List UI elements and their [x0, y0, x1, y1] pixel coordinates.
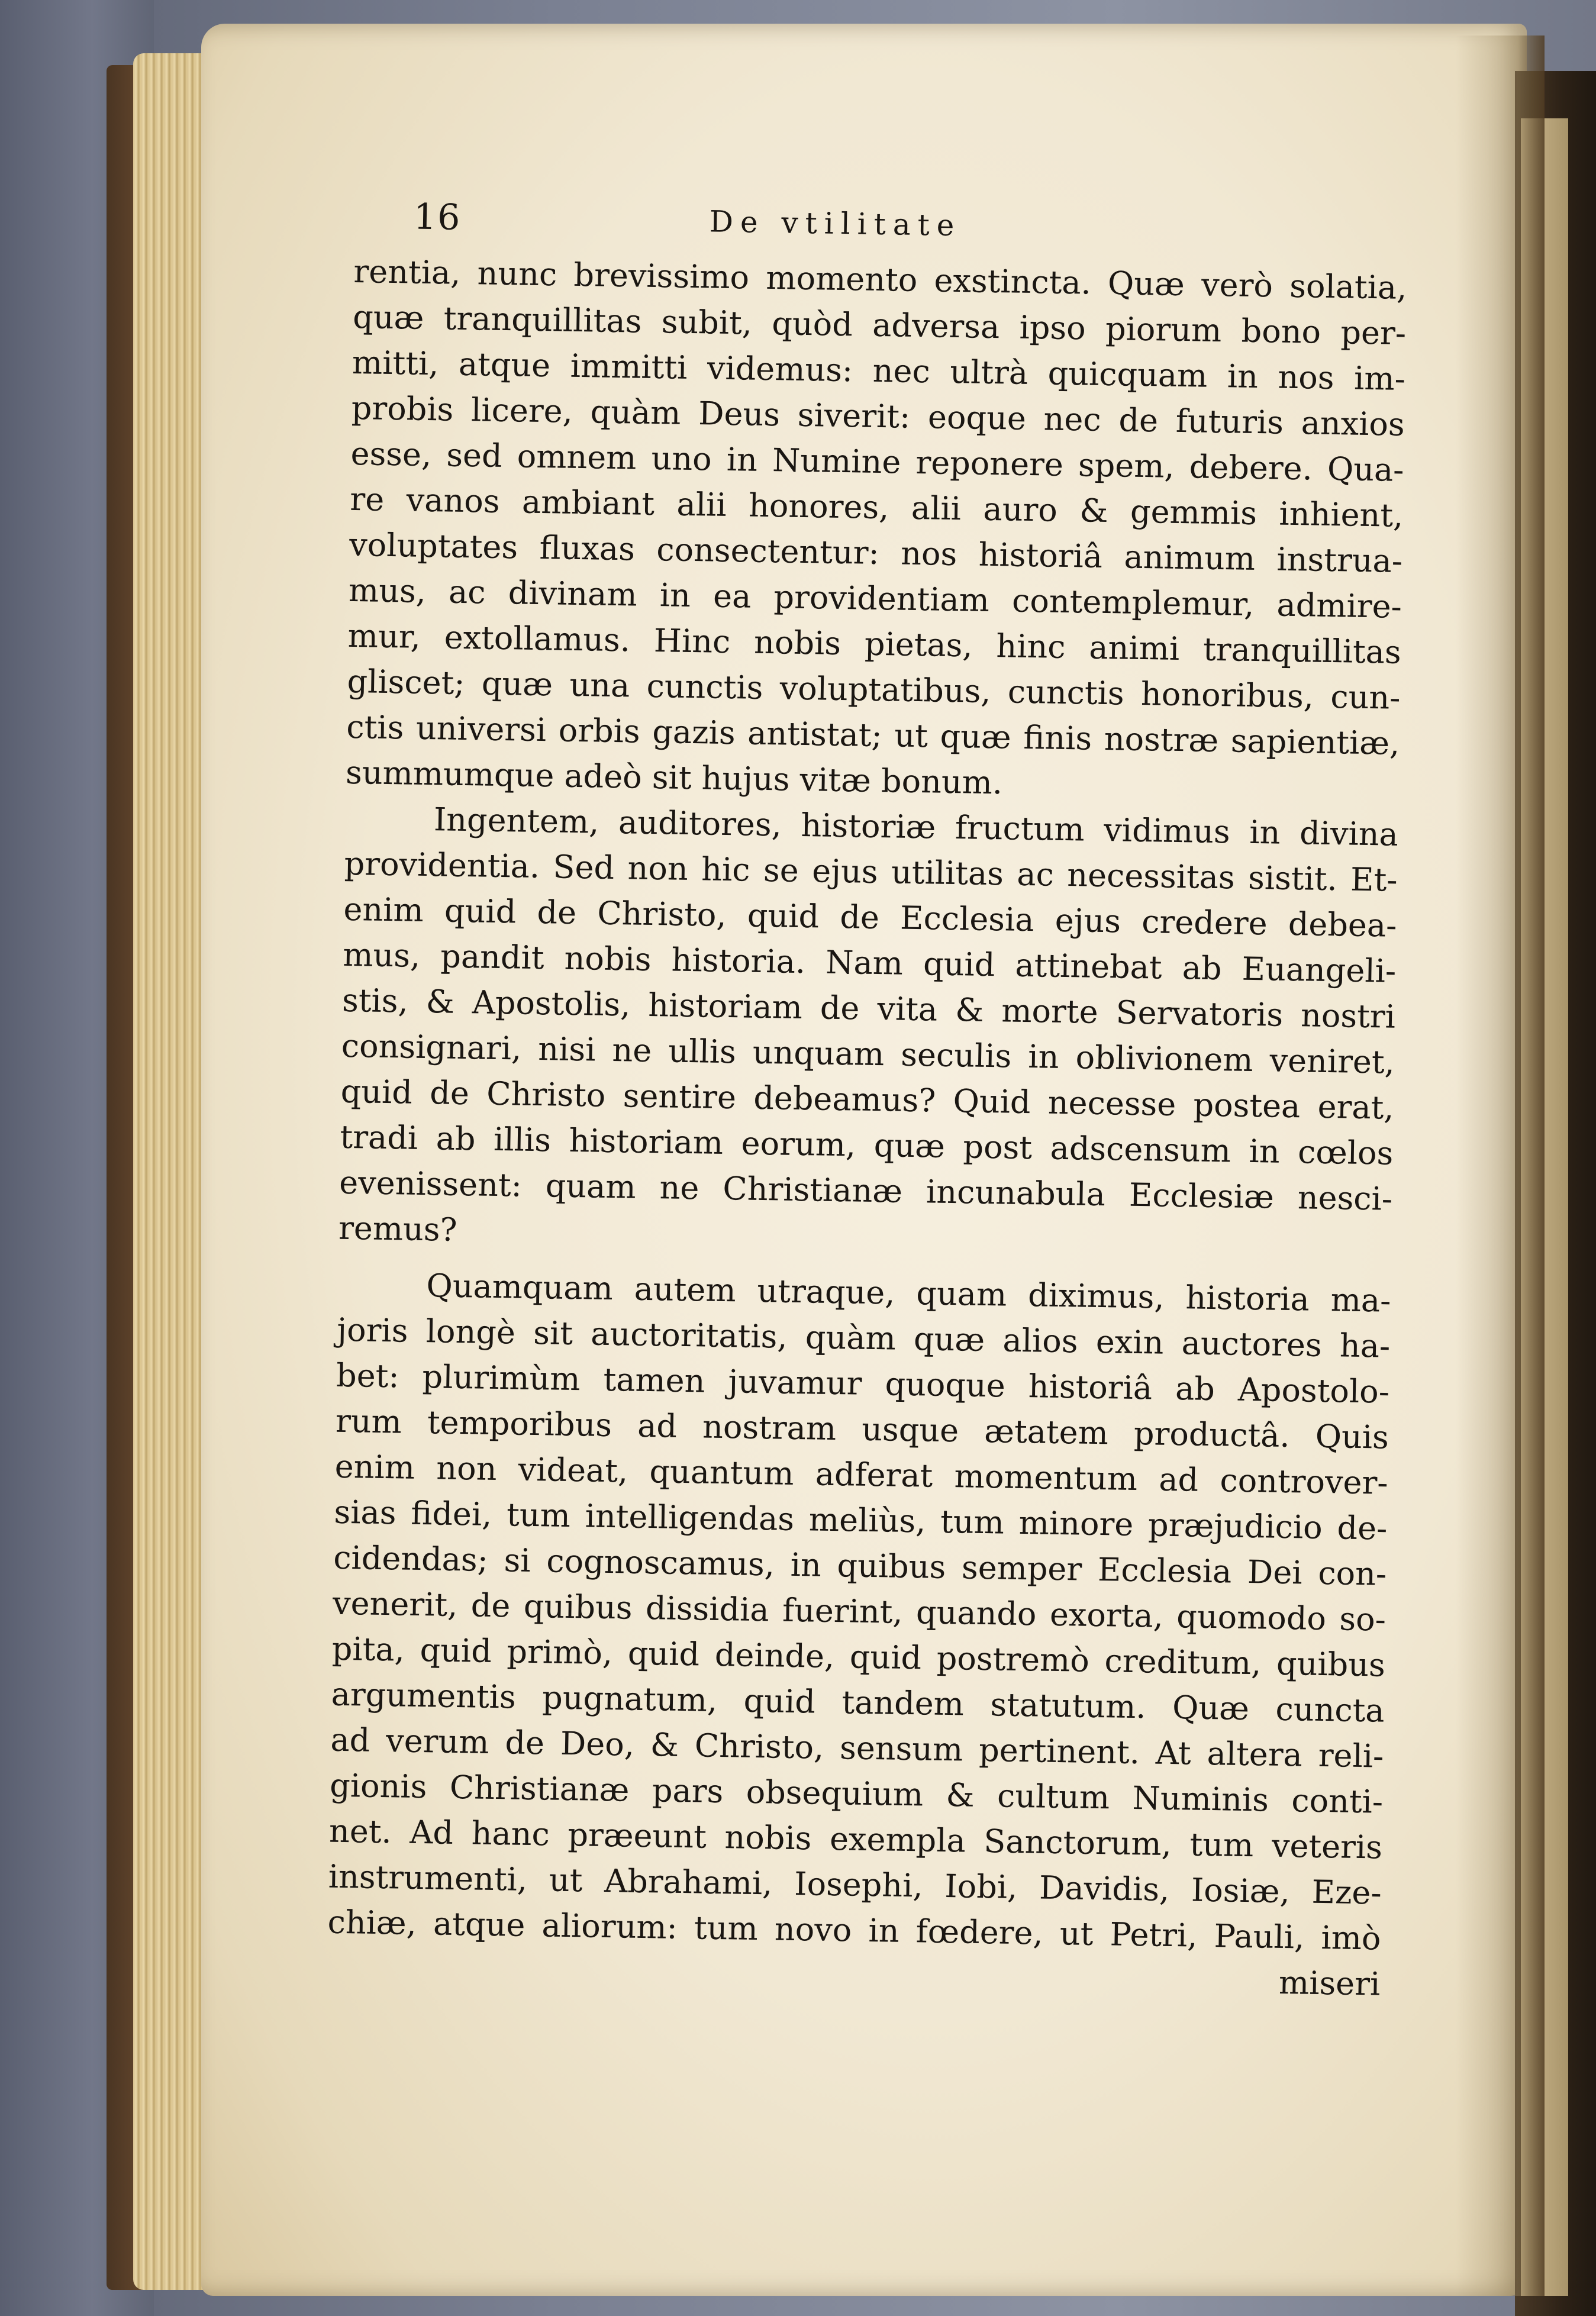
text-line: Quamquam autem utraque, quam diximus, historia ma-: [426, 1267, 1391, 1320]
paragraph-2: [338, 795, 1399, 1267]
text-line: voluptates fluxas consectentur: nos historiâ animum instrua-: [349, 525, 1403, 580]
paragraph-1: [346, 249, 1407, 812]
text-line: enim quid de Christo, quid de Ecclesia ejus credere debea-: [343, 890, 1397, 944]
text-line: rentia, nunc brevissimo momento exstincta. Quæ verò solatia,: [353, 252, 1407, 307]
text-line: mitti, atque immitti videmus: nec ultrà quicquam in nos im-: [352, 343, 1406, 398]
text-line: enim non videat, quantum adferat momentum ad controver-: [334, 1447, 1389, 1502]
text-line: pita, quid primò, quid deinde, quid postremò creditum, quibus: [331, 1630, 1386, 1684]
text-line: ad verum de Deo, & Christo, sensum pertinent. At altera reli-: [330, 1721, 1384, 1775]
text-line: instrumenti, ut Abrahami, Iosephi, Iobi, Davidis, Iosiæ, Eze-: [328, 1857, 1382, 1912]
running-title: De vtilitate: [709, 204, 962, 243]
text-line: gionis Christianæ pars obsequium & cultum Numinis conti-: [329, 1766, 1384, 1821]
text-line: Ingentem, auditores, historiæ fructum vidimus in divina: [433, 801, 1399, 853]
text-line: remus?: [338, 1209, 458, 1249]
text-line: joris longè sit auctoritatis, quàm quæ alios exin auctores ha-: [336, 1311, 1391, 1365]
text-line: summumque adeò sit hujus vitæ bonum.: [345, 753, 1003, 802]
text-line: net. Ad hanc præeunt nobis exempla Sanctorum, tum veteris: [328, 1812, 1383, 1866]
text-line: stis, & Apostolis, historiam de vita & morte Servatoris nostri: [341, 981, 1396, 1036]
text-line: consignari, nisi ne ullis unquam seculis in oblivionem veniret,: [341, 1027, 1395, 1081]
catchword: miseri: [1278, 1963, 1381, 2003]
text-line: mus, pandit nobis historia. Nam quid attinebat ab Euangeli-: [342, 936, 1397, 990]
text-line: bet: plurimùm tamen juvamur quoque historiâ ab Apostolo-: [336, 1356, 1390, 1411]
text-line: mus, ac divinam in ea providentiam contemplemur, admire-: [348, 571, 1402, 625]
text-block: [327, 178, 1408, 2017]
text-line: tradi ab illis historiam eorum, quæ post adscensum in cœlos: [340, 1118, 1394, 1172]
text-line: quæ tranquillitas subit, quòd adversa ipso piorum bono per-: [352, 298, 1407, 352]
text-line: chiæ, atque aliorum: tum novo in fœdere, ut Petri, Pauli, imò: [327, 1903, 1381, 1957]
book-gutter-shadow: [1456, 36, 1545, 2296]
text-line: quid de Christo sentire debeamus? Quid necesse postea erat,: [340, 1072, 1395, 1127]
text-line: esse, sed omnem uno in Numine reponere spem, debere. Qua-: [350, 434, 1404, 489]
text-line: cidendas; si cognoscamus, in quibus semper Ecclesia Dei con-: [333, 1538, 1387, 1593]
text-line: evenissent: quam ne Christianæ incunabula Ecclesiæ nesci-: [338, 1163, 1393, 1218]
text-line: mur, extollamus. Hinc nobis pietas, hinc animi tranquillitas: [347, 617, 1402, 671]
text-line: probis licere, quàm Deus siverit: eoque nec de futuris anxios: [351, 389, 1405, 443]
page-number: 16: [413, 196, 462, 238]
text-line: providentia. Sed non hic se ejus utilitas ac necessitas sistit. Et-: [344, 844, 1398, 899]
paragraph-3: [327, 1262, 1391, 1962]
text-line: sias fidei, tum intelligendas meliùs, tum minore præjudicio de-: [334, 1493, 1388, 1547]
text-line: gliscet; quæ una cunctis voluptatibus, cunctis honoribus, cun-: [347, 662, 1401, 717]
text-line: rum temporibus ad nostram usque ætatem productâ. Quis: [335, 1402, 1389, 1456]
text-line: re vanos ambiant alii honores, alii auro & gemmis inhient,: [349, 480, 1404, 534]
text-line: venerit, de quibus dissidia fuerint, quando exorta, quomodo so-: [332, 1584, 1387, 1638]
text-line: argumentis pugnatum, quid tandem statutum. Quæ cuncta: [331, 1675, 1385, 1730]
text-line: ctis universi orbis gazis antistat; ut quæ finis nostræ sapientiæ,: [346, 708, 1400, 762]
